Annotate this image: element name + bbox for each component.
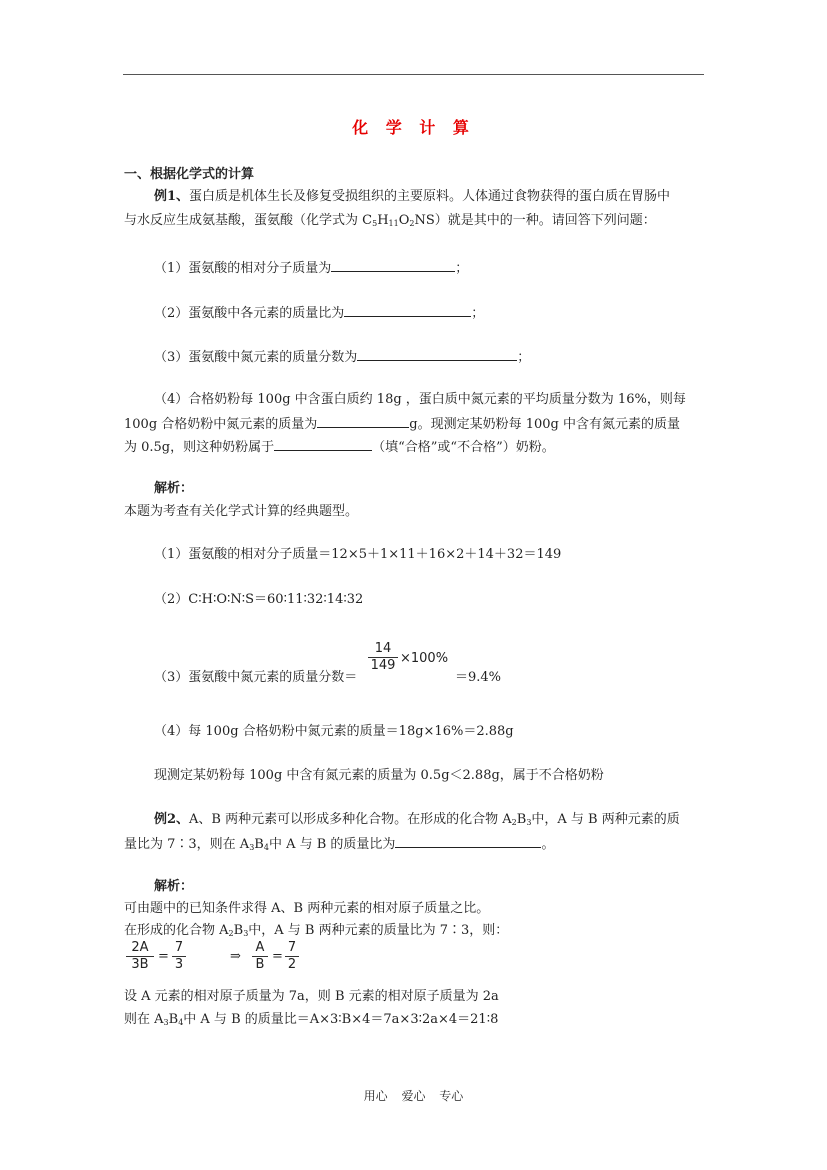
answer-blank [331, 258, 455, 272]
question-3: （3）蛋氨酸中氮元素的质量分数为 ； [154, 347, 530, 367]
answer-blank [317, 414, 409, 428]
analysis-intro: 本题为考查有关化学式计算的经典题型。 [124, 504, 359, 519]
answer-2: （2）C∶H∶O∶N∶S＝60∶11∶32∶14∶32 [154, 592, 364, 607]
fraction-7-3: 7 3 [172, 940, 186, 973]
fraction-multiplier: ×100% [400, 651, 449, 666]
answer-1: （1）蛋氨酸的相对分子质量＝12×5＋1×11＋16×2＋14＋32＝149 [154, 547, 562, 562]
fraction-7-2: 7 2 [285, 940, 299, 973]
answer-3-result: ＝9.4% [455, 670, 502, 685]
fraction-14-149: 14 149 [368, 641, 398, 674]
answer-3: （3）蛋氨酸中氮元素的质量分数＝ [154, 670, 358, 685]
equals-sign: = [272, 949, 283, 964]
answer-4: （4）每 100g 合格奶粉中氮元素的质量＝18g×16%＝2.88g [154, 724, 514, 739]
question-4-line1: （4）合格奶粉每 100g 中含蛋白质约 18g ，蛋白质中氮元素的平均质量分数为 16%，则每 [154, 392, 686, 407]
equals-sign: = [158, 949, 169, 964]
page-title: 化 学 计 算 [352, 118, 475, 137]
example1-label: 例1、 [154, 189, 190, 204]
example2-line1: 例2、A、B 两种元素可以形成多种化合物。在形成的化合物 $A_2B_3$中，A 与 B 两种元素的质 [154, 812, 680, 827]
question-4-line3: 为 0.5g，则这种奶粉属于 （填“合格”或“不合格”）奶粉。 [124, 437, 555, 457]
answer-blank [274, 437, 372, 451]
analysis-label: 解析： [154, 481, 194, 496]
answer-blank [395, 834, 541, 848]
answer-blank [344, 303, 471, 317]
section-heading: 一、根据化学式的计算 [124, 167, 255, 182]
question-4-line2: 100g 合格奶粉中氮元素的质量为 g。现测定某奶粉每 100g 中含有氮元素的质量 [124, 414, 680, 434]
implies-arrow: ⇒ [230, 949, 241, 964]
question-1: （1）蛋氨酸的相对分子质量为 ； [154, 258, 468, 278]
example2-line2: 量比为 7∶3，则在 $A_3B_4$中 A 与 B 的质量比为 。 [124, 834, 554, 854]
analysis2-line1: 可由题中的已知条件求得 A、B 两种元素的相对原子质量之比。 [124, 901, 490, 916]
answer-blank [357, 347, 517, 361]
analysis2-line4: 则在 $A_3B_4$中 A 与 B 的质量比＝A×3∶B×4＝7a×3∶2a×4＝21∶8 [124, 1012, 499, 1027]
fraction-2A-3B: 2A 3B [126, 940, 154, 973]
example1-line2: 与水反应生成氨基酸，蛋氨酸（化学式为 $C_5H_{11}O_2NS$）就是其中的一种。请回答下列问题： [124, 213, 656, 228]
analysis-conclusion: 现测定某奶粉每 100g 中含有氮元素的质量为 0.5g＜2.88g，属于不合格奶粉 [154, 768, 604, 783]
example2-label: 例2、 [154, 812, 190, 827]
analysis2-line3: 设 A 元素的相对原子质量为 7a，则 B 元素的相对原子质量为 2a [124, 989, 499, 1004]
analysis2-line2: 在形成的化合物 $A_2B_3$中，A 与 B 两种元素的质量比为 7∶3，则： [124, 923, 509, 938]
example1-line1: 例1、蛋白质是机体生长及修复受损组织的主要原料。人体通过食物获得的蛋白质在胃肠中 [154, 189, 671, 204]
fraction-A-B: A B [252, 940, 268, 973]
question-2: （2）蛋氨酸中各元素的质量比为 ； [154, 303, 484, 323]
analysis2-label: 解析： [154, 879, 194, 894]
header-rule [123, 74, 704, 75]
page-footer: 用心 爱心 专心 [363, 1089, 464, 1103]
